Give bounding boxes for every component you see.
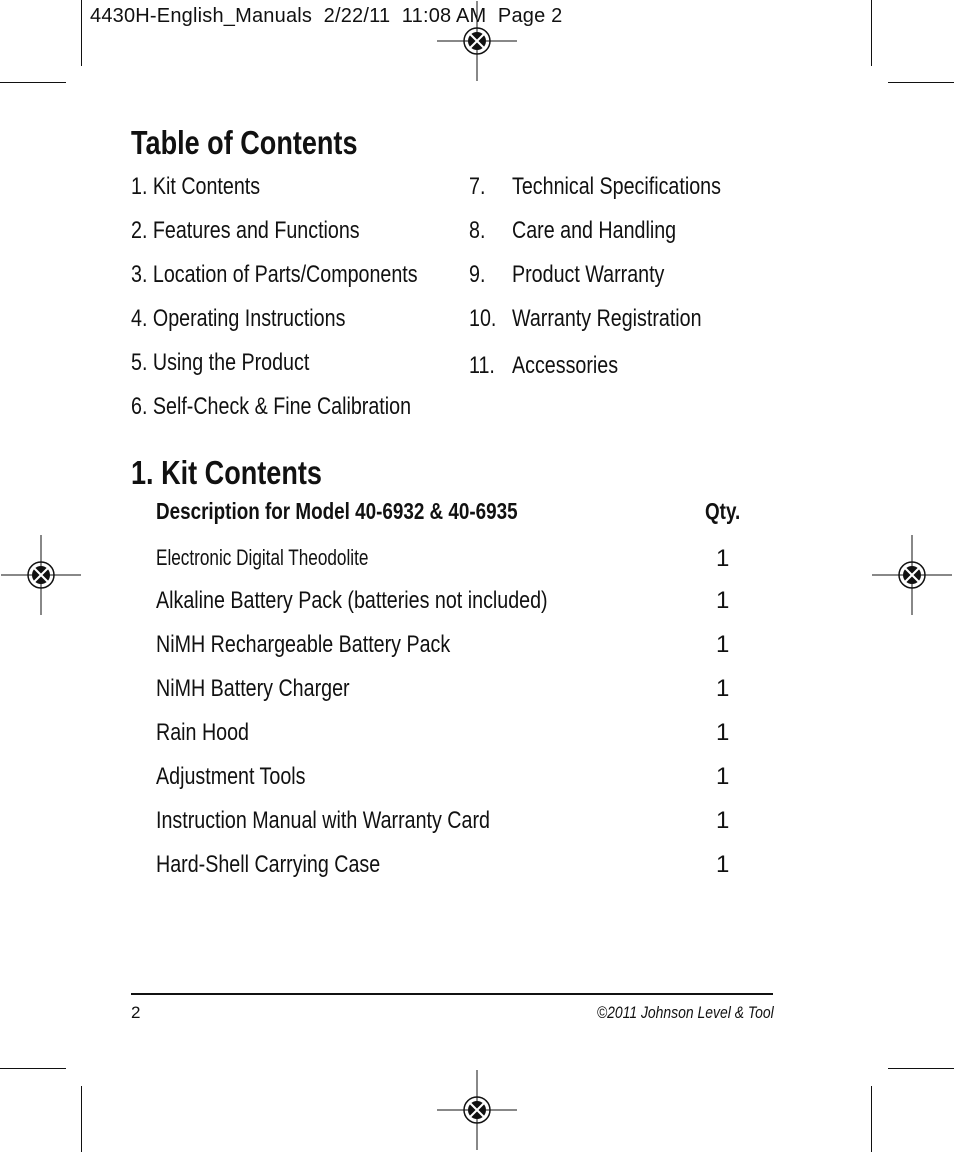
page-number: 2 (131, 1003, 141, 1022)
toc-entry: 6. Self-Check & Fine Calibration (131, 393, 412, 420)
kit-item-description: Rain Hood (156, 719, 249, 746)
toc-entry: Accessories (512, 352, 619, 379)
kit-item-qty: 1 (716, 851, 730, 878)
kit-item-description: Electronic Digital Theodolite (156, 545, 369, 570)
kit-item-qty: 1 (716, 587, 730, 614)
kit-item-description: NiMH Battery Charger (156, 675, 350, 702)
kit-contents-heading: 1. Kit Contents (131, 454, 322, 491)
registration-mark-top-icon (437, 1, 517, 81)
toc-entry-number: 7. (469, 173, 486, 200)
kit-item-description: Instruction Manual with Warranty Card (156, 807, 490, 834)
toc-entry: 1. Kit Contents (131, 173, 261, 200)
kit-item-qty: 1 (716, 763, 730, 790)
kit-item-description: NiMH Rechargeable Battery Pack (156, 631, 451, 658)
crop-mark-top-left-vertical (81, 0, 82, 66)
crop-mark-bottom-right-horizontal (888, 1068, 954, 1069)
crop-mark-top-right-vertical (871, 0, 872, 66)
crop-mark-top-right-horizontal (888, 82, 954, 83)
crop-mark-bottom-left-vertical (81, 1086, 82, 1152)
crop-mark-top-left-horizontal (0, 82, 66, 83)
registration-mark-bottom-icon (437, 1070, 517, 1150)
toc-entry-number: 8. (469, 217, 486, 244)
kit-item-qty: 1 (716, 807, 730, 834)
crop-mark-bottom-left-horizontal (0, 1068, 66, 1069)
footer-divider (131, 993, 773, 995)
crop-mark-bottom-right-vertical (871, 1086, 872, 1152)
kit-table-qty-header: Qty. (705, 498, 741, 524)
toc-entry-number: 10. (469, 305, 497, 332)
toc-entry-number: 11. (469, 352, 495, 379)
toc-entry: 4. Operating Instructions (131, 305, 346, 332)
toc-entry: Technical Specifications (512, 173, 721, 200)
kit-item-qty: 1 (716, 631, 730, 658)
toc-entry: Warranty Registration (512, 305, 702, 332)
kit-item-qty: 1 (716, 545, 730, 572)
registration-mark-right-icon (872, 535, 952, 615)
footer-copyright: ©2011 Johnson Level & Tool (597, 1003, 774, 1022)
kit-item-description: Hard-Shell Carrying Case (156, 851, 381, 878)
toc-entry-number: 9. (469, 261, 486, 288)
kit-item-description: Alkaline Battery Pack (batteries not included) (156, 587, 548, 614)
toc-entry: Product Warranty (512, 261, 665, 288)
kit-table-description-header: Description for Model 40-6932 & 40-6935 (156, 498, 518, 524)
registration-mark-left-icon (1, 535, 81, 615)
kit-item-qty: 1 (716, 719, 730, 746)
toc-entry: 2. Features and Functions (131, 217, 360, 244)
toc-entry: Care and Handling (512, 217, 677, 244)
toc-entry: 5. Using the Product (131, 349, 310, 376)
kit-item-description: Adjustment Tools (156, 763, 306, 790)
toc-entry: 3. Location of Parts/Components (131, 261, 418, 288)
kit-item-qty: 1 (716, 675, 730, 702)
toc-heading: Table of Contents (131, 124, 358, 161)
print-slug-line: 4430H-English_Manuals 2/22/11 11:08 AM Page 2 (90, 5, 563, 27)
